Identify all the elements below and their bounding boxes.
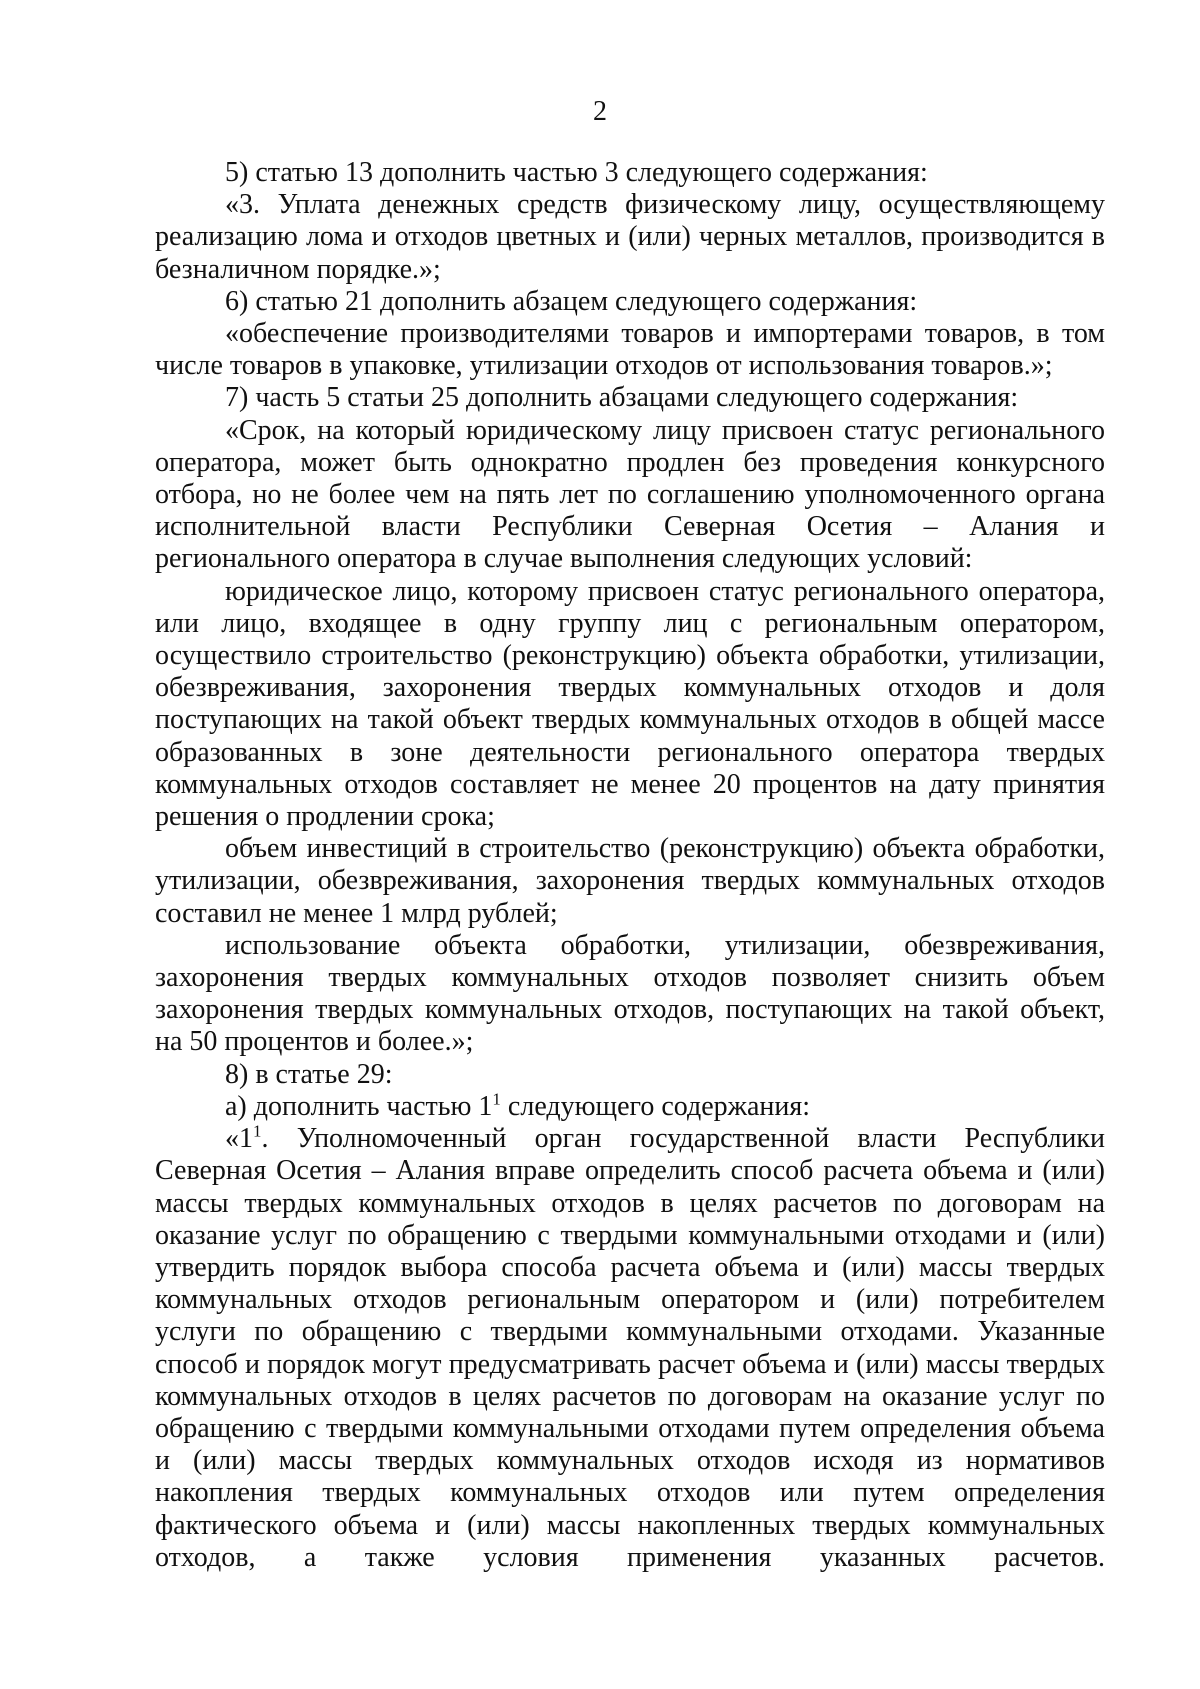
paragraph-subitem-a xyxy=(155,1091,1105,1123)
page-number: 2 xyxy=(593,96,607,127)
paragraph-condition-usage: использование объекта обработки, утилизации, обезвреживания, захоронения твердых коммунальных отходов позволяет снизить объем захоронения твердых коммунальных отходов, поступающих на такой объект, на 50 процентов и более.»; xyxy=(155,929,1105,1058)
paragraph-condition-investment: объем инвестиций в строительство (реконструкцию) объекта обработки, утилизации, обезвреживания, захоронения твердых коммунальных отходов составил не менее 1 млрд рублей; xyxy=(155,833,1105,929)
paragraph-part-1-1 xyxy=(155,1123,1105,1574)
paragraph-subitem-a-post: следующего содержания: xyxy=(500,1090,811,1122)
paragraph-quoted-abzats: «обеспечение производителями товаров и импортерами товаров, в том числе товаров в упаковке, утилизации отходов от использования товаров.»; xyxy=(155,318,1105,382)
paragraph-part-1-1-post: . Уполномоченный орган государственной власти Республики Северная Осетия – Алания вправе определить способ расчета объема и (или) массы твердых коммунальных отходов в целях расчетов по договорам на оказание услуг по обращению с твердыми коммунальными отходами и (или) утвердить порядок выбора способа расчета объема и (или) массы твердых коммунальных отходов региональным оператором и (или) потребителем услуги по обращению с твердыми коммунальными отходами. Указанные способ и порядок могут предусматривать расчет объема и (или) массы твердых коммунальных отходов в целях расчетов по договорам на оказание услуг по обращению с твердыми коммунальными отходами путем определения объема и (или) массы твердых коммунальных отходов исходя из нормативов накопления твердых коммунальных отходов или путем определения фактического объема и (или) массы накопленных твердых коммунальных отходов, а также условия применения указанных расчетов. xyxy=(155,1123,1105,1573)
paragraph-item-6: 6) статью 21 дополнить абзацем следующего содержания: xyxy=(225,285,918,317)
paragraph-condition-construction: юридическое лицо, которому присвоен статус регионального оператора, или лицо, входящее в одну группу лиц с региональным оператором, осуществило строительство (реконструкцию) объекта обработки, утилизации, обезвреживания, захоронения твердых коммунальных отходов и доля поступающих на такой объект твердых коммунальных отходов в общей массе образованных в зоне деятельности регионального оператора твердых коммунальных отходов составляет не менее 20 процентов на дату принятия решения о продлении срока; xyxy=(155,575,1105,833)
document-body xyxy=(155,157,1105,1574)
paragraph-item-7: 7) часть 5 статьи 25 дополнить абзацами следующего содержания: xyxy=(225,382,1019,414)
superscript: 1 xyxy=(253,1121,262,1141)
paragraph-part-1-1-pre: «1 xyxy=(225,1123,253,1155)
paragraph-item-5: 5) статью 13 дополнить частью 3 следующего содержания: xyxy=(225,157,928,188)
paragraph-term-extension: «Срок, на который юридическому лицу присвоен статус регионального оператора, может быть однократно продлен без проведения конкурсного отбора, но не более чем на пять лет по соглашению уполномоченного органа исполнительной власти Республики Северная Осетия – Алания и регионального оператора в случае выполнения следующих условий: xyxy=(155,414,1105,575)
paragraph-subitem-a-pre: а) дополнить частью 1 xyxy=(225,1090,493,1122)
paragraph-item-8: 8) в статье 29: xyxy=(225,1058,393,1090)
superscript: 1 xyxy=(492,1089,501,1109)
paragraph-quoted-part-3: «3. Уплата денежных средств физическому лицу, осуществляющему реализацию лома и отходов цветных и (или) черных металлов, производится в безналичном порядке.»; xyxy=(155,189,1105,285)
